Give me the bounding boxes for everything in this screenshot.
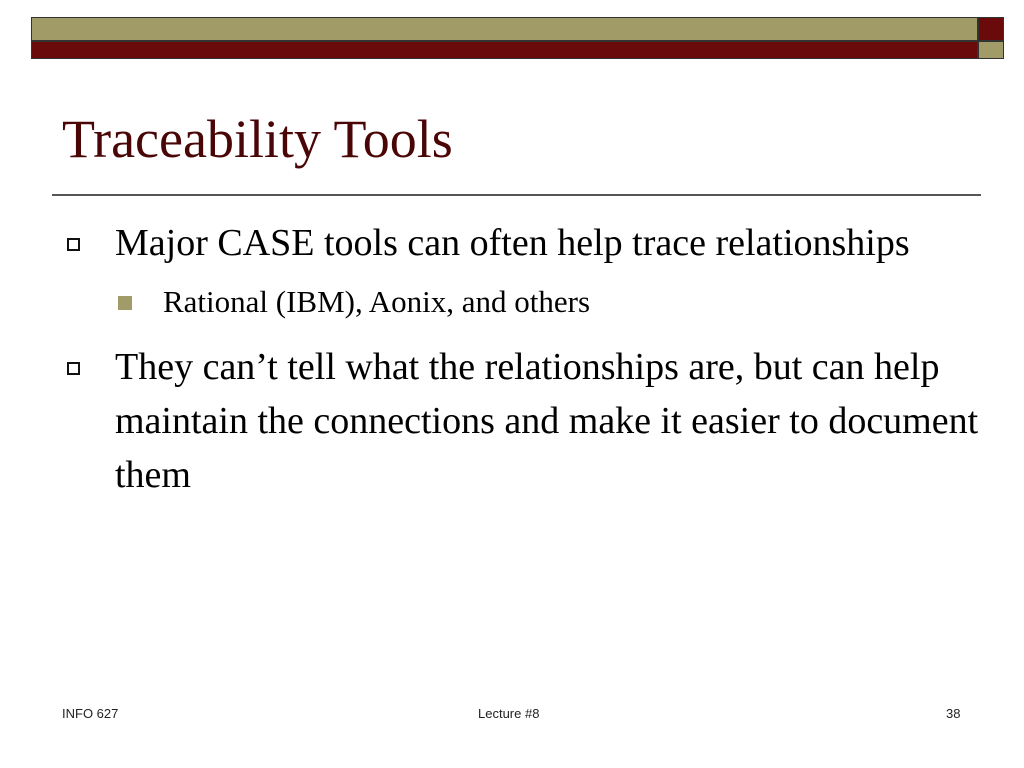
slide-title: Traceability Tools bbox=[62, 109, 453, 169]
footer-lecture: Lecture #8 bbox=[478, 706, 540, 721]
sub-bullet-item bbox=[62, 282, 982, 322]
header-square-olive bbox=[978, 41, 1004, 59]
bullet-item bbox=[62, 340, 982, 502]
title-divider bbox=[52, 194, 981, 196]
header-bar-olive bbox=[31, 17, 978, 41]
slide-body bbox=[62, 216, 982, 516]
bullet-item bbox=[62, 216, 982, 270]
filled-square-icon bbox=[118, 296, 132, 310]
hollow-square-icon bbox=[67, 238, 80, 251]
hollow-square-icon bbox=[67, 362, 80, 375]
header-square-maroon bbox=[978, 17, 1004, 41]
header-bar-maroon bbox=[31, 41, 978, 59]
bullet-text: They can’t tell what the relationships are, but can help maintain the connections and make it easier to document them bbox=[115, 346, 979, 496]
footer-page-number: 38 bbox=[946, 706, 961, 721]
sub-bullet-text: Rational (IBM), Aonix, and others bbox=[163, 284, 591, 319]
footer-course: INFO 627 bbox=[62, 706, 119, 721]
bullet-text: Major CASE tools can often help trace relationships bbox=[115, 222, 910, 264]
